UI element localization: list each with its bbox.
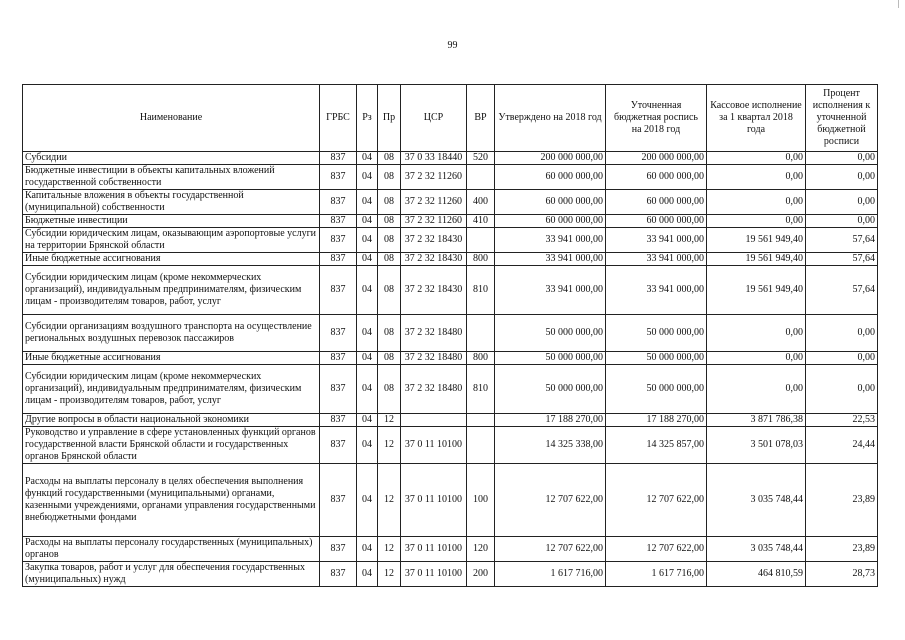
cell-csr: 37 0 11 10100 — [401, 537, 467, 562]
cell-rz: 04 — [357, 315, 378, 352]
cell-name: Закупка товаров, работ и услуг для обеспечения государственных (муниципальных) нужд — [23, 562, 320, 587]
cell-grbs: 837 — [320, 215, 357, 228]
cell-pr: 12 — [378, 427, 401, 464]
page-number: 99 — [447, 40, 458, 51]
cell-csr: 37 2 32 18480 — [401, 365, 467, 414]
cell-refined: 60 000 000,00 — [606, 165, 707, 190]
header-vr: ВР — [467, 85, 495, 152]
header-cash: Кассовое исполнение за 1 квартал 2018 года — [707, 85, 806, 152]
cell-grbs: 837 — [320, 253, 357, 266]
cell-cash: 19 561 949,40 — [707, 228, 806, 253]
cell-grbs: 837 — [320, 152, 357, 165]
table-row — [23, 464, 878, 537]
cell-csr: 37 2 32 11260 — [401, 215, 467, 228]
cell-pr: 12 — [378, 537, 401, 562]
cell-pr: 12 — [378, 562, 401, 587]
cell-grbs: 837 — [320, 315, 357, 352]
table-row — [23, 215, 878, 228]
table-row — [23, 562, 878, 587]
cell-csr: 37 2 32 18480 — [401, 315, 467, 352]
cell-cash: 19 561 949,40 — [707, 266, 806, 315]
cell-rz: 04 — [357, 228, 378, 253]
page-edge-mark — [898, 0, 899, 8]
cell-csr: 37 2 32 18480 — [401, 352, 467, 365]
cell-vr — [467, 165, 495, 190]
cell-cash: 464 810,59 — [707, 562, 806, 587]
cell-grbs: 837 — [320, 266, 357, 315]
cell-name: Иные бюджетные ассигнования — [23, 352, 320, 365]
cell-name: Капитальные вложения в объекты государственной (муниципальной) собственности — [23, 190, 320, 215]
cell-percent: 23,89 — [806, 464, 878, 537]
cell-pr: 08 — [378, 365, 401, 414]
cell-approved: 14 325 338,00 — [495, 427, 606, 464]
cell-vr: 810 — [467, 365, 495, 414]
cell-grbs: 837 — [320, 537, 357, 562]
cell-csr — [401, 414, 467, 427]
cell-pr: 08 — [378, 165, 401, 190]
cell-percent: 0,00 — [806, 365, 878, 414]
cell-cash: 3 871 786,38 — [707, 414, 806, 427]
header-pr: Пр — [378, 85, 401, 152]
cell-rz: 04 — [357, 562, 378, 587]
cell-csr: 37 0 11 10100 — [401, 464, 467, 537]
cell-refined: 12 707 622,00 — [606, 537, 707, 562]
table-body — [23, 152, 878, 587]
header-csr: ЦСР — [401, 85, 467, 152]
cell-cash: 0,00 — [707, 352, 806, 365]
cell-percent: 0,00 — [806, 152, 878, 165]
cell-refined: 14 325 857,00 — [606, 427, 707, 464]
cell-pr: 08 — [378, 215, 401, 228]
cell-cash: 3 035 748,44 — [707, 537, 806, 562]
cell-refined: 50 000 000,00 — [606, 352, 707, 365]
cell-vr — [467, 228, 495, 253]
cell-approved: 33 941 000,00 — [495, 253, 606, 266]
cell-approved: 50 000 000,00 — [495, 352, 606, 365]
cell-refined: 50 000 000,00 — [606, 315, 707, 352]
cell-pr: 12 — [378, 414, 401, 427]
cell-csr: 37 0 11 10100 — [401, 562, 467, 587]
cell-percent: 28,73 — [806, 562, 878, 587]
cell-percent: 57,64 — [806, 253, 878, 266]
cell-vr: 810 — [467, 266, 495, 315]
cell-approved: 33 941 000,00 — [495, 266, 606, 315]
header-refined: Уточненная бюджетная роспись на 2018 год — [606, 85, 707, 152]
cell-cash: 0,00 — [707, 315, 806, 352]
cell-vr: 410 — [467, 215, 495, 228]
cell-grbs: 837 — [320, 464, 357, 537]
cell-approved: 1 617 716,00 — [495, 562, 606, 587]
cell-vr: 800 — [467, 352, 495, 365]
budget-table — [22, 84, 878, 587]
cell-refined: 200 000 000,00 — [606, 152, 707, 165]
cell-rz: 04 — [357, 165, 378, 190]
cell-vr — [467, 315, 495, 352]
header-percent: Процент исполнения к уточненной бюджетной росписи — [806, 85, 878, 152]
cell-csr: 37 0 33 18440 — [401, 152, 467, 165]
cell-csr: 37 2 32 11260 — [401, 165, 467, 190]
cell-name: Субсидии организациям воздушного транспорта на осуществление региональных воздушных перевозок пассажиров — [23, 315, 320, 352]
cell-cash: 0,00 — [707, 152, 806, 165]
cell-refined: 60 000 000,00 — [606, 215, 707, 228]
cell-vr: 400 — [467, 190, 495, 215]
cell-name: Субсидии — [23, 152, 320, 165]
cell-vr: 200 — [467, 562, 495, 587]
cell-csr: 37 2 32 18430 — [401, 228, 467, 253]
cell-grbs: 837 — [320, 414, 357, 427]
cell-percent: 0,00 — [806, 165, 878, 190]
cell-approved: 12 707 622,00 — [495, 464, 606, 537]
cell-approved: 60 000 000,00 — [495, 165, 606, 190]
cell-cash: 3 501 078,03 — [707, 427, 806, 464]
cell-rz: 04 — [357, 253, 378, 266]
cell-rz: 04 — [357, 365, 378, 414]
cell-refined: 12 707 622,00 — [606, 464, 707, 537]
header-grbs: ГРБС — [320, 85, 357, 152]
cell-vr: 120 — [467, 537, 495, 562]
cell-pr: 08 — [378, 253, 401, 266]
cell-csr: 37 2 32 18430 — [401, 266, 467, 315]
table-row — [23, 228, 878, 253]
cell-rz: 04 — [357, 464, 378, 537]
cell-name: Бюджетные инвестиции в объекты капитальных вложений государственной собственности — [23, 165, 320, 190]
table-row — [23, 190, 878, 215]
cell-approved: 200 000 000,00 — [495, 152, 606, 165]
cell-refined: 33 941 000,00 — [606, 266, 707, 315]
cell-name: Руководство и управление в сфере установленных функций органов государственной власти Брянской области и государственных органов Брянской области — [23, 427, 320, 464]
cell-name: Расходы на выплаты персоналу в целях обеспечения выполнения функций государственными (муниципальными) органами, казенными учреждениями, органами управления государственными внебюджетными фондами — [23, 464, 320, 537]
cell-percent: 57,64 — [806, 228, 878, 253]
cell-vr: 520 — [467, 152, 495, 165]
cell-refined: 17 188 270,00 — [606, 414, 707, 427]
cell-name: Субсидии юридическим лицам (кроме некоммерческих организаций), индивидуальным предпринимателям, физическим лицам - производителям товаров, работ, услуг — [23, 266, 320, 315]
cell-cash: 0,00 — [707, 365, 806, 414]
cell-percent: 0,00 — [806, 190, 878, 215]
cell-name: Расходы на выплаты персоналу государственных (муниципальных) органов — [23, 537, 320, 562]
cell-grbs: 837 — [320, 190, 357, 215]
cell-pr: 08 — [378, 266, 401, 315]
cell-name: Иные бюджетные ассигнования — [23, 253, 320, 266]
cell-refined: 50 000 000,00 — [606, 365, 707, 414]
cell-refined: 1 617 716,00 — [606, 562, 707, 587]
cell-name: Бюджетные инвестиции — [23, 215, 320, 228]
cell-vr — [467, 414, 495, 427]
table-row — [23, 315, 878, 352]
header-approved: Утверждено на 2018 год — [495, 85, 606, 152]
header-rz: Рз — [357, 85, 378, 152]
table-row — [23, 266, 878, 315]
cell-approved: 12 707 622,00 — [495, 537, 606, 562]
table-row — [23, 165, 878, 190]
cell-cash: 0,00 — [707, 215, 806, 228]
cell-pr: 08 — [378, 352, 401, 365]
cell-rz: 04 — [357, 352, 378, 365]
cell-pr: 08 — [378, 228, 401, 253]
cell-name: Субсидии юридическим лицам (кроме некоммерческих организаций), индивидуальным предпринимателям, физическим лицам - производителям товаров, работ, услуг — [23, 365, 320, 414]
cell-csr: 37 2 32 18430 — [401, 253, 467, 266]
cell-grbs: 837 — [320, 228, 357, 253]
cell-pr: 08 — [378, 152, 401, 165]
cell-pr: 12 — [378, 464, 401, 537]
table-row — [23, 152, 878, 165]
cell-approved: 50 000 000,00 — [495, 315, 606, 352]
cell-name: Другие вопросы в области национальной экономики — [23, 414, 320, 427]
table-row — [23, 414, 878, 427]
cell-percent: 0,00 — [806, 215, 878, 228]
cell-approved: 17 188 270,00 — [495, 414, 606, 427]
cell-refined: 60 000 000,00 — [606, 190, 707, 215]
cell-rz: 04 — [357, 215, 378, 228]
cell-approved: 60 000 000,00 — [495, 190, 606, 215]
cell-pr: 08 — [378, 190, 401, 215]
cell-rz: 04 — [357, 414, 378, 427]
cell-percent: 24,44 — [806, 427, 878, 464]
cell-refined: 33 941 000,00 — [606, 253, 707, 266]
table-row — [23, 365, 878, 414]
cell-rz: 04 — [357, 537, 378, 562]
cell-approved: 50 000 000,00 — [495, 365, 606, 414]
cell-pr: 08 — [378, 315, 401, 352]
table-row — [23, 352, 878, 365]
cell-percent: 57,64 — [806, 266, 878, 315]
cell-rz: 04 — [357, 427, 378, 464]
cell-grbs: 837 — [320, 352, 357, 365]
cell-grbs: 837 — [320, 427, 357, 464]
cell-grbs: 837 — [320, 365, 357, 414]
table-row — [23, 537, 878, 562]
cell-rz: 04 — [357, 190, 378, 215]
cell-percent: 23,89 — [806, 537, 878, 562]
cell-name: Субсидии юридическим лицам, оказывающим аэропортовые услуги на территории Брянской области — [23, 228, 320, 253]
table-row — [23, 427, 878, 464]
cell-csr: 37 2 32 11260 — [401, 190, 467, 215]
cell-csr: 37 0 11 10100 — [401, 427, 467, 464]
cell-cash: 0,00 — [707, 165, 806, 190]
cell-percent: 0,00 — [806, 315, 878, 352]
cell-rz: 04 — [357, 266, 378, 315]
cell-percent: 0,00 — [806, 352, 878, 365]
table-header — [23, 85, 878, 152]
cell-vr — [467, 427, 495, 464]
cell-refined: 33 941 000,00 — [606, 228, 707, 253]
cell-vr: 100 — [467, 464, 495, 537]
cell-vr: 800 — [467, 253, 495, 266]
cell-approved: 33 941 000,00 — [495, 228, 606, 253]
cell-rz: 04 — [357, 152, 378, 165]
cell-cash: 0,00 — [707, 190, 806, 215]
cell-cash: 3 035 748,44 — [707, 464, 806, 537]
cell-cash: 19 561 949,40 — [707, 253, 806, 266]
cell-grbs: 837 — [320, 562, 357, 587]
cell-grbs: 837 — [320, 165, 357, 190]
cell-percent: 22,53 — [806, 414, 878, 427]
cell-approved: 60 000 000,00 — [495, 215, 606, 228]
header-name: Наименование — [23, 85, 320, 152]
table-row — [23, 253, 878, 266]
